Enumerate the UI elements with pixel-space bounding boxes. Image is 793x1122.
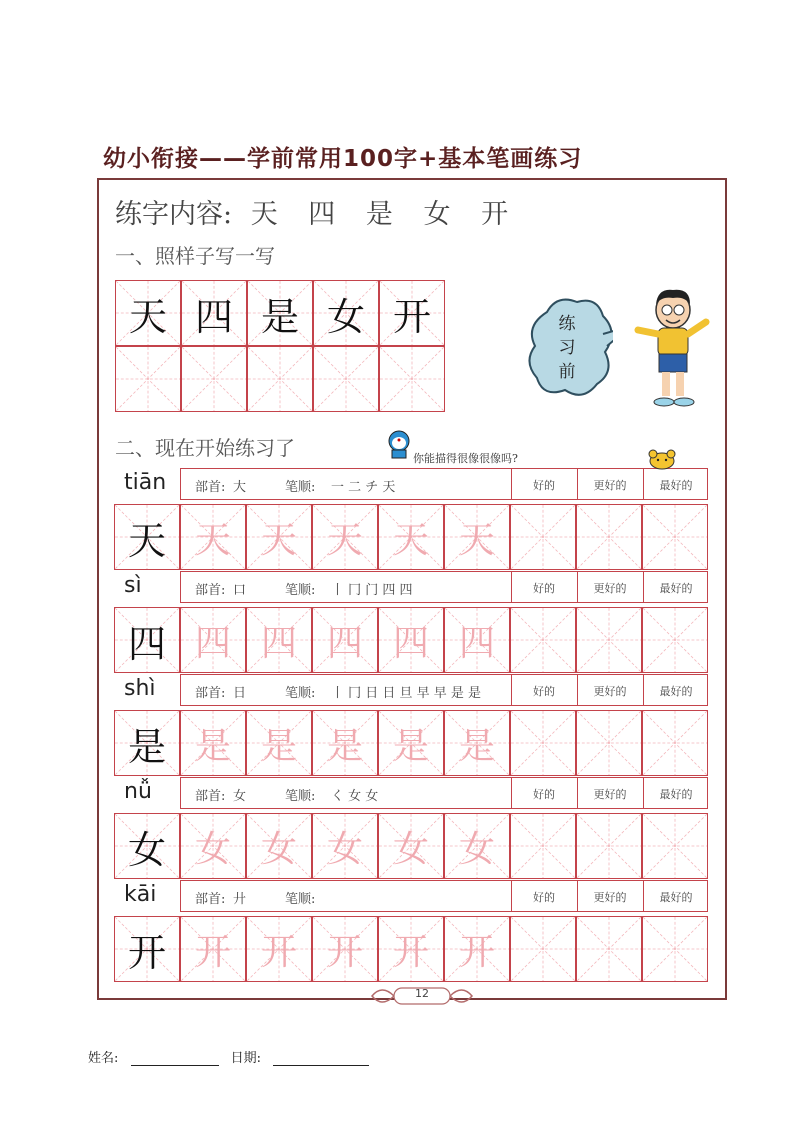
grade-label: 更好的 — [593, 788, 627, 801]
content-char: 开 — [481, 199, 509, 230]
content-char: 是 — [365, 199, 393, 230]
trace-cell[interactable] — [378, 916, 444, 982]
grade-label: 更好的 — [593, 685, 627, 698]
trace-char: 女 — [194, 828, 231, 870]
section-one-heading: 一、照样子写一写 — [115, 244, 275, 268]
model-char: 女 — [326, 294, 365, 339]
empty-practice-cell[interactable] — [642, 916, 708, 982]
trace-cell[interactable] — [180, 710, 246, 776]
model-cell[interactable] — [114, 607, 180, 673]
sample-cell[interactable] — [379, 280, 445, 346]
empty-practice-cell[interactable] — [642, 607, 708, 673]
empty-practice-cell[interactable] — [576, 710, 642, 776]
trace-char: 四 — [326, 622, 363, 664]
stroke-order: 丨 冂 日 日 旦 早 早 是 是 — [331, 686, 482, 701]
trace-cell[interactable] — [312, 710, 378, 776]
stroke-label: 笔顺: — [285, 583, 316, 598]
pinyin-label: kāi — [124, 882, 157, 907]
trace-cell[interactable] — [246, 813, 312, 879]
radical-label: 部首: — [195, 892, 226, 907]
empty-practice-cell[interactable] — [510, 813, 576, 879]
stroke-order: 丨 冂 门 四 四 — [331, 583, 413, 598]
stroke-order: く 女 女 — [331, 789, 379, 804]
radical-value: 廾 — [233, 892, 247, 907]
radical-label: 部首: — [195, 789, 226, 804]
radical-label: 部首: — [195, 480, 226, 495]
trace-char: 天 — [326, 519, 363, 561]
radical-value: 口 — [233, 583, 247, 598]
grade-label: 更好的 — [593, 582, 627, 595]
pinyin-label: nǚ — [124, 779, 152, 804]
radical-label: 部首: — [195, 686, 226, 701]
trace-char: 开 — [194, 931, 231, 973]
model-char: 天 — [128, 294, 167, 339]
trace-char: 是 — [392, 725, 429, 767]
trace-char: 是 — [326, 725, 363, 767]
grade-label: 更好的 — [593, 479, 627, 492]
trace-cell[interactable] — [312, 813, 378, 879]
trace-char: 开 — [458, 931, 495, 973]
boy-character-icon — [628, 286, 718, 416]
stroke-label: 笔顺: — [285, 892, 316, 907]
char-info-bar — [180, 468, 708, 500]
trace-char: 四 — [194, 622, 231, 664]
robot-cat-icon — [386, 430, 412, 460]
grade-label: 好的 — [533, 479, 555, 492]
model-char: 女 — [127, 827, 166, 872]
page-number: 12 — [415, 987, 429, 1000]
date-label: 日期: — [230, 1051, 262, 1066]
grade-label: 好的 — [533, 788, 555, 801]
trace-cell[interactable] — [312, 504, 378, 570]
trace-char: 天 — [458, 519, 495, 561]
radical-value: 日 — [233, 686, 247, 701]
empty-practice-cell[interactable] — [642, 813, 708, 879]
model-char: 开 — [127, 930, 166, 975]
name-label: 姓名: — [88, 1051, 119, 1066]
model-char: 四 — [194, 294, 233, 339]
trace-char: 天 — [260, 519, 297, 561]
trace-cell[interactable] — [378, 607, 444, 673]
empty-practice-cell[interactable] — [181, 346, 247, 412]
empty-practice-cell[interactable] — [115, 346, 181, 412]
content-char: 天 — [250, 199, 278, 230]
trace-char: 开 — [392, 931, 429, 973]
char-info-bar — [180, 674, 708, 706]
page-title: 幼小衔接——学前常用100字+基本笔画练习 — [103, 146, 583, 172]
empty-practice-cell[interactable] — [379, 346, 445, 412]
model-char: 开 — [392, 294, 431, 339]
sample-cell[interactable] — [247, 280, 313, 346]
radical-value: 大 — [233, 480, 247, 495]
grade-label: 最好的 — [659, 891, 693, 904]
trace-cell[interactable] — [444, 504, 510, 570]
empty-practice-cell[interactable] — [510, 916, 576, 982]
bubble-text: 练习前 — [558, 314, 576, 382]
empty-practice-cell[interactable] — [576, 504, 642, 570]
char-info-bar — [180, 880, 708, 912]
model-cell[interactable] — [114, 813, 180, 879]
trace-cell[interactable] — [180, 813, 246, 879]
sample-cell[interactable] — [181, 280, 247, 346]
trace-char: 天 — [194, 519, 231, 561]
content-char: 女 — [423, 199, 451, 230]
empty-practice-cell[interactable] — [247, 346, 313, 412]
footer — [88, 1047, 369, 1066]
empty-practice-cell[interactable] — [642, 504, 708, 570]
trace-char: 开 — [260, 931, 297, 973]
model-char: 天 — [127, 518, 166, 563]
trace-char: 女 — [392, 828, 429, 870]
trace-cell[interactable] — [444, 916, 510, 982]
trace-char: 四 — [260, 622, 297, 664]
stroke-label: 笔顺: — [285, 480, 316, 495]
trace-cell[interactable] — [180, 607, 246, 673]
stroke-label: 笔顺: — [285, 686, 316, 701]
radical-value: 女 — [233, 789, 247, 804]
trace-cell[interactable] — [246, 916, 312, 982]
hint-text: 你能描得很像很像吗? — [413, 452, 518, 465]
trace-char: 是 — [194, 725, 231, 767]
content-label: 练字内容: — [115, 199, 233, 230]
trace-char: 四 — [458, 622, 495, 664]
trace-char: 四 — [392, 622, 429, 664]
trace-cell[interactable] — [312, 916, 378, 982]
model-cell[interactable] — [114, 504, 180, 570]
trace-char: 女 — [326, 828, 363, 870]
trace-char: 是 — [458, 725, 495, 767]
trace-cell[interactable] — [246, 710, 312, 776]
trace-cell[interactable] — [378, 813, 444, 879]
grade-label: 好的 — [533, 582, 555, 595]
trace-cell[interactable] — [312, 607, 378, 673]
trace-cell[interactable] — [180, 504, 246, 570]
content-char: 四 — [308, 199, 336, 230]
date-field[interactable] — [273, 1050, 369, 1066]
trace-char: 女 — [260, 828, 297, 870]
grade-label: 最好的 — [659, 582, 693, 595]
name-field[interactable] — [131, 1050, 219, 1066]
pinyin-label: sì — [124, 573, 142, 598]
sample-cell[interactable] — [115, 280, 181, 346]
empty-practice-cell[interactable] — [576, 813, 642, 879]
trace-cell[interactable] — [444, 813, 510, 879]
grade-label: 好的 — [533, 685, 555, 698]
trace-char: 是 — [260, 725, 297, 767]
model-cell[interactable] — [114, 710, 180, 776]
trace-char: 天 — [392, 519, 429, 561]
grade-label: 更好的 — [593, 891, 627, 904]
char-info-bar — [180, 777, 708, 809]
trace-cell[interactable] — [180, 916, 246, 982]
radical-label: 部首: — [195, 583, 226, 598]
model-char: 四 — [127, 621, 166, 666]
empty-practice-cell[interactable] — [576, 916, 642, 982]
trace-cell[interactable] — [378, 504, 444, 570]
model-char: 是 — [260, 294, 299, 339]
trace-cell[interactable] — [444, 607, 510, 673]
empty-practice-cell[interactable] — [510, 710, 576, 776]
trace-cell[interactable] — [246, 607, 312, 673]
section-two-heading: 二、现在开始练习了 — [115, 436, 295, 460]
stroke-label: 笔顺: — [285, 789, 316, 804]
model-cell[interactable] — [114, 916, 180, 982]
model-char: 是 — [127, 724, 166, 769]
grade-label: 好的 — [533, 891, 555, 904]
empty-practice-cell[interactable] — [642, 710, 708, 776]
grade-label: 最好的 — [659, 788, 693, 801]
empty-practice-cell[interactable] — [313, 346, 379, 412]
content-line — [115, 192, 530, 231]
trace-char: 开 — [326, 931, 363, 973]
char-info-bar — [180, 571, 708, 603]
stroke-order: 一 二 チ 天 — [331, 480, 396, 495]
pinyin-label: shì — [124, 676, 156, 701]
grade-label: 最好的 — [659, 479, 693, 492]
empty-practice-cell[interactable] — [510, 607, 576, 673]
trace-char: 女 — [458, 828, 495, 870]
trace-cell[interactable] — [378, 710, 444, 776]
bear-icon — [647, 448, 677, 470]
trace-cell[interactable] — [444, 710, 510, 776]
grade-label: 最好的 — [659, 685, 693, 698]
empty-practice-cell[interactable] — [576, 607, 642, 673]
sample-cell[interactable] — [313, 280, 379, 346]
pinyin-label: tiān — [124, 470, 167, 495]
empty-practice-cell[interactable] — [510, 504, 576, 570]
trace-cell[interactable] — [246, 504, 312, 570]
